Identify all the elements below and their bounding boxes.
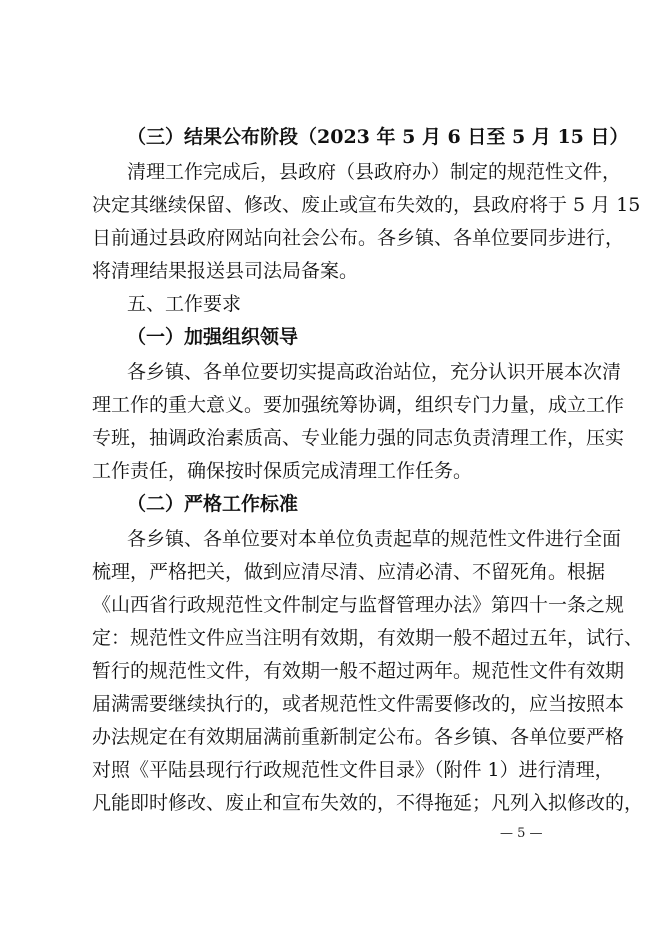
paragraph-line: 对照《平陆县现行行政规范性文件目录》（附件 1）进行清理， — [92, 759, 614, 781]
subsection-heading-standards: （二）严格工作标准 — [127, 493, 299, 515]
paragraph-line: 定：规范性文件应当注明有效期，有效期一般不超过五年，试行、 — [92, 627, 644, 649]
paragraph-line: 《山西省行政规范性文件制定与监督管理办法》第四十一条之规 — [92, 594, 625, 616]
page-number: — 5 — — [500, 826, 543, 841]
paragraph-line: 工作责任，确保按时保质完成清理工作任务。 — [92, 460, 473, 482]
paragraph-line: 将清理结果报送县司法局备案。 — [92, 260, 359, 282]
paragraph-line: 凡能即时修改、废止和宣布失效的，不得拖延；凡列入拟修改的， — [92, 792, 644, 814]
subsection-heading-organization: （一）加强组织领导 — [127, 326, 299, 348]
paragraph-line: 各乡镇、各单位要对本单位负责起草的规范性文件进行全面 — [127, 528, 622, 550]
paragraph-line: 决定其继续保留、修改、废止或宣布失效的，县政府将于 5 月 15 — [92, 194, 641, 216]
paragraph-line: 清理工作完成后，县政府（县政府办）制定的规范性文件， — [127, 161, 622, 183]
paragraph-line: 各乡镇、各单位要切实提高政治站位，充分认识开展本次清 — [127, 361, 622, 383]
section-heading-result-publication: （三）结果公布阶段（2023 年 5 月 6 日至 5 月 15 日） — [127, 126, 629, 148]
paragraph-line: 暂行的规范性文件，有效期一般不超过两年。规范性文件有效期 — [92, 660, 625, 682]
chapter-heading-work-requirements: 五、工作要求 — [127, 293, 242, 315]
paragraph-line: 梳理，严格把关，做到应清尽清、应清必清、不留死角。根据 — [92, 561, 606, 583]
paragraph-line: 办法规定在有效期届满前重新制定公布。各乡镇、各单位要严格 — [92, 726, 625, 748]
paragraph-line: 届满需要继续执行的，或者规范性文件需要修改的，应当按照本 — [92, 693, 625, 715]
paragraph-line: 日前通过县政府网站向社会公布。各乡镇、各单位要同步进行， — [92, 227, 625, 249]
paragraph-line: 专班，抽调政治素质高、专业能力强的同志负责清理工作，压实 — [92, 427, 625, 449]
paragraph-line: 理工作的重大意义。要加强统筹协调，组织专门力量，成立工作 — [92, 394, 625, 416]
